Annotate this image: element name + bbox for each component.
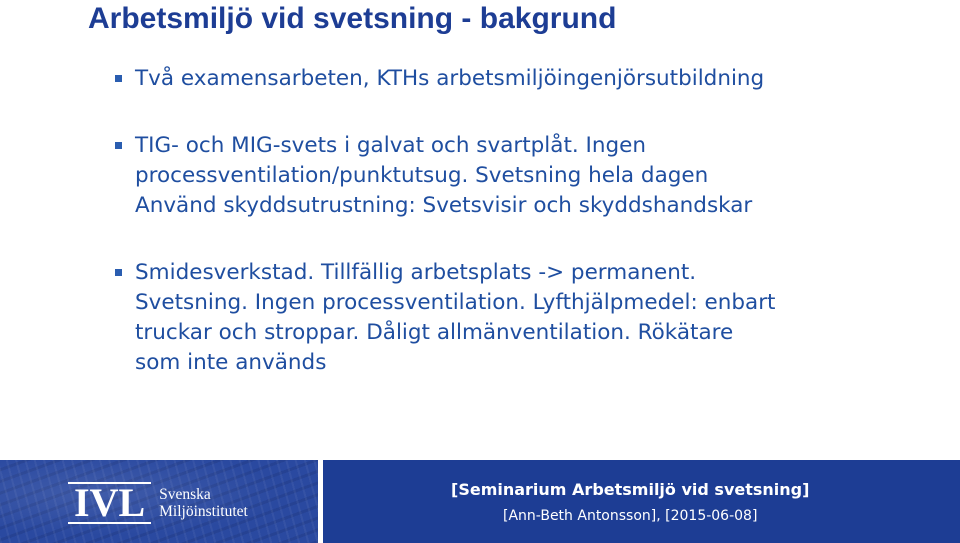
bullet-line: Två examensarbeten, KTHs arbetsmiljöingenjörsutbildning — [135, 66, 765, 91]
bullet-line: Smidesverkstad. Tillfällig arbetsplats -> permanent. — [135, 260, 697, 285]
logo-line-1: Svenska — [159, 486, 211, 503]
footer-seminar-title: [Seminarium Arbetsmiljö vid svetsning] — [451, 480, 810, 499]
bullet-line: Svetsning. Ingen processventilation. Lyfthjälpmedel: enbart — [135, 290, 776, 315]
footer-author-date: [Ann-Beth Antonsson], [2015-06-08] — [503, 508, 758, 524]
bullet-item — [113, 131, 953, 221]
bullet-line: Använd skyddsutrustning: Svetsvisir och skyddshandskar — [135, 193, 753, 218]
slide-title: Arbetsmiljö vid svetsning - bakgrund — [88, 2, 617, 35]
logo-text — [159, 486, 248, 520]
logo-mark: IVL — [68, 482, 151, 524]
footer-divider — [318, 460, 323, 543]
bullet-item — [113, 258, 953, 378]
bullet-line: TIG- och MIG-svets i galvat och svartplåt. Ingen — [135, 133, 647, 158]
square-bullet-icon — [115, 142, 122, 149]
bullet-line: processventilation/punktutsug. Svetsning hela dagen — [135, 163, 709, 188]
bullet-list — [113, 64, 953, 415]
square-bullet-icon — [115, 75, 122, 82]
square-bullet-icon — [115, 269, 122, 276]
bullet-line: som inte används — [135, 350, 327, 375]
ivl-logo — [68, 480, 248, 525]
bullet-line: truckar och stroppar. Dåligt allmänventilation. Rökätare — [135, 320, 734, 345]
bullet-item — [113, 64, 953, 94]
logo-line-2: Miljöinstitutet — [159, 503, 248, 520]
